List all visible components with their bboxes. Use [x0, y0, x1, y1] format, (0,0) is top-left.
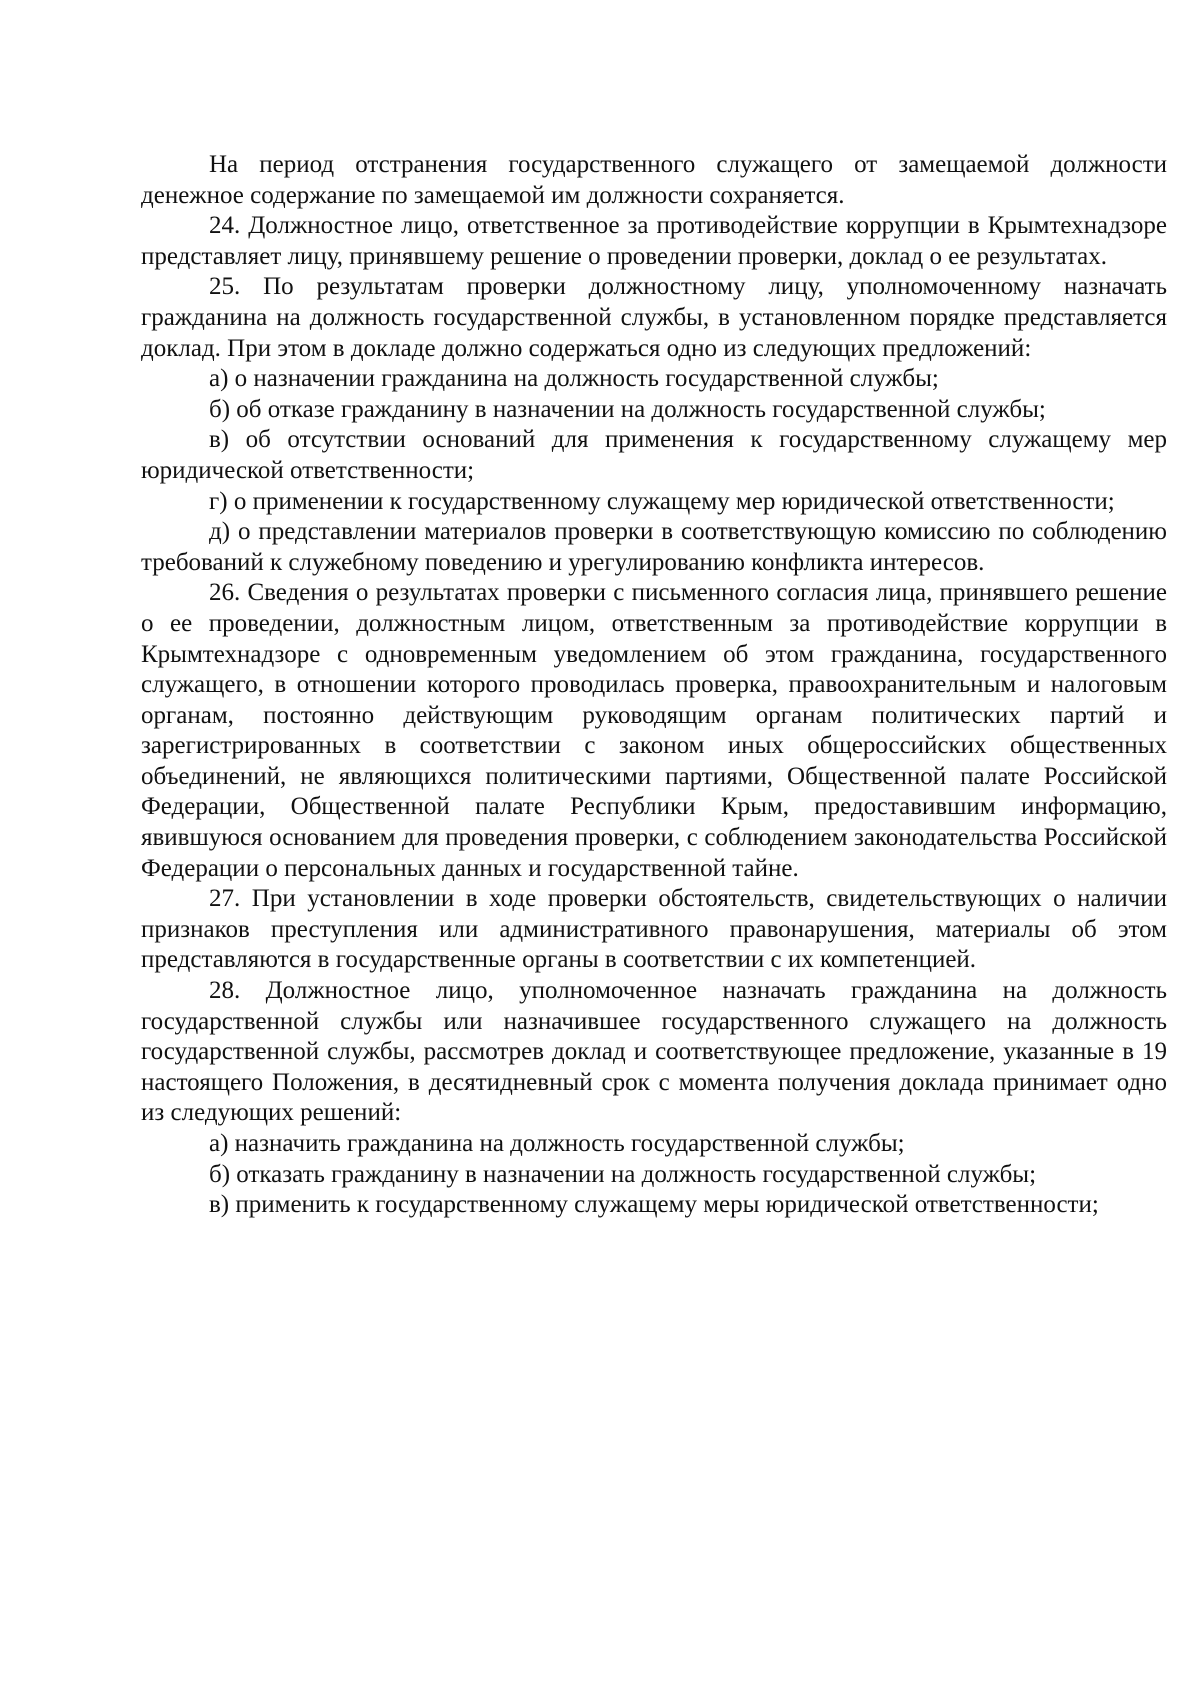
paragraph-25: 25. По результатам проверки должностному лицу, уполномоченному назначать гражданина на должность государственной службы, в установленном порядке представляется доклад. При этом в докладе должно содержаться одно из следующих предложений:	[141, 273, 1167, 362]
list-item-25-v: в) об отсутствии оснований для применения к государственному служащему мер юридической ответственности;	[141, 426, 1167, 484]
paragraph-24: 24. Должностное лицо, ответственное за противодействие коррупции в Крымтехнадзоре представляет лицу, принявшему решение о проведении проверки, доклад о ее результатах.	[141, 212, 1167, 270]
paragraph-26: 26. Сведения о результатах проверки с письменного согласия лица, принявшего решение о ее проведении, должностным лицом, ответственным за противодействие коррупции в Крымтехнадзоре с одновременным уведомлением об этом гражданина, государственного служащего, в отношении которого проводилась проверка, правоохранительным и налоговым органам, постоянно действующим руководящим органам политических партий и зарегистрированных в соответствии с законом иных общероссийских общественных объединений, не являющихся политическими партиями, Общественной палате Российской Федерации, Общественной палате Республики Крым, предоставившим информацию, явившуюся основанием для проведения проверки, с соблюдением законодательства Российской Федерации о персональных данных и государственной тайне.	[141, 579, 1167, 882]
paragraph-28: 28. Должностное лицо, уполномоченное назначать гражданина на должность государственной службы или назначившее государственного служащего на должность государственной службы, рассмотрев доклад и соответствующее предложение, указанные в 19 настоящего Положения, в десятидневный срок с момента получения доклада принимает одно из следующих решений:	[141, 977, 1167, 1127]
list-item-25-d: д) о представлении материалов проверки в соответствующую комиссию по соблюдению требований к служебному поведению и урегулированию конфликта интересов.	[141, 518, 1167, 576]
list-item-25-b: б) об отказе гражданину в назначении на должность государственной службы;	[209, 395, 1046, 423]
paragraph-suspension-salary: На период отстранения государственного служащего от замещаемой должности денежное содержание по замещаемой им должности сохраняется.	[141, 151, 1167, 209]
paragraph-27: 27. При установлении в ходе проверки обстоятельств, свидетельствующих о наличии признаков преступления или административного правонарушения, материалы об этом представляются в государственные органы в соответствии с их компетенцией.	[141, 885, 1167, 974]
list-item-25-g: г) о применении к государственному служащему мер юридической ответственности;	[209, 487, 1115, 515]
list-item-25-a: а) о назначении гражданина на должность государственной службы;	[209, 365, 939, 393]
document-body	[141, 150, 1167, 1221]
list-item-28-b: б) отказать гражданину в назначении на должность государственной службы;	[209, 1160, 1037, 1188]
list-item-28-a: а) назначить гражданина на должность государственной службы;	[209, 1130, 905, 1157]
list-item-28-v: в) применить к государственному служащему меры юридической ответственности;	[209, 1191, 1099, 1219]
